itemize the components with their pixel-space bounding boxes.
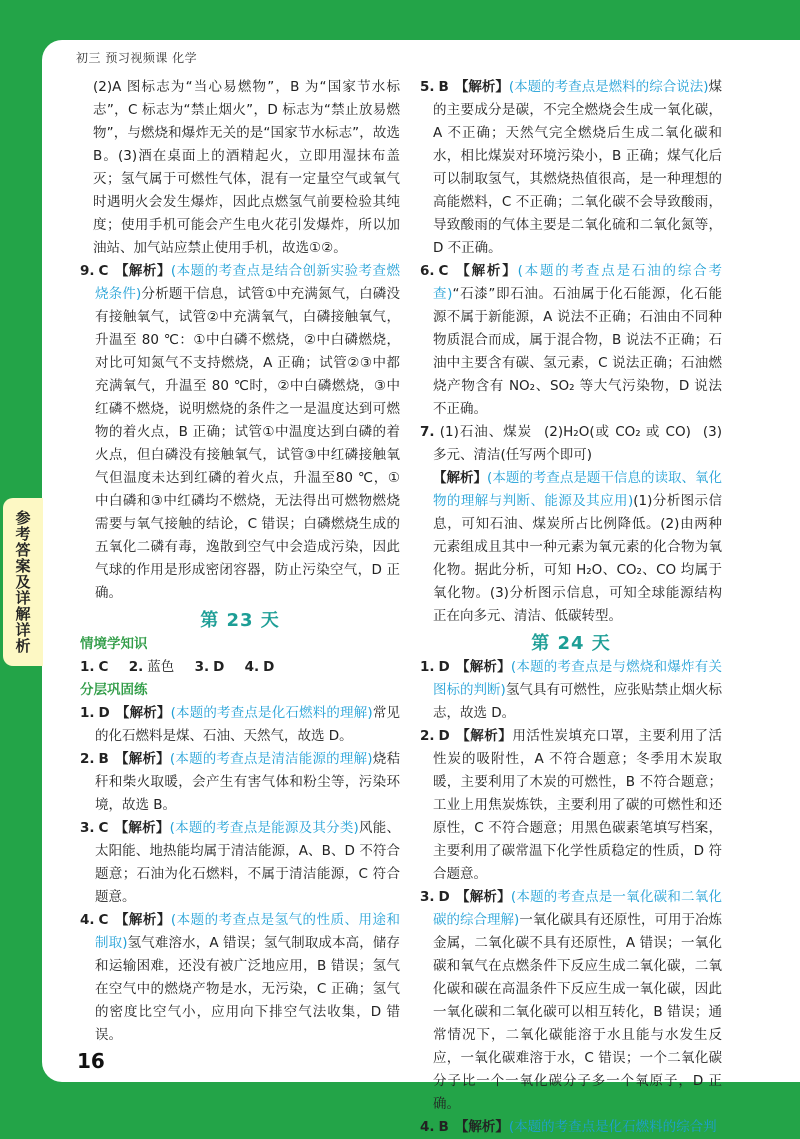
item-7-analysis [420, 467, 722, 628]
item-number: 5. [420, 79, 435, 95]
analysis-label: 【解析】 [433, 470, 488, 486]
item-answer: D [438, 889, 450, 905]
item-number: 3. [80, 820, 95, 836]
item-number: 9. [80, 263, 95, 279]
item-answer: D [438, 659, 450, 675]
quick-answer [129, 659, 175, 675]
answer-part: (1)石油、煤炭 [439, 424, 533, 440]
answer-part: (2)H₂O(或 CO₂ 或 CO) [544, 424, 691, 440]
item-answer: C [98, 912, 109, 928]
answer-item [80, 748, 400, 817]
analysis-body: 风能、太阳能、地热能均属于清洁能源，A、B、D 不符合题意；石油为化石燃料，不属于清洁能源，C 符合题意。 [95, 820, 400, 905]
analysis-body: 常见的化石燃料是煤、石油、天然气，故选 D。 [95, 705, 400, 744]
analysis-label: 【解析】 [114, 912, 171, 928]
analysis-label: 【解析】 [454, 263, 518, 279]
answer-item-5 [420, 76, 722, 260]
right-column [420, 76, 722, 1139]
answer-item [80, 817, 400, 909]
analysis-body: 分析题干信息，试管①中充满氮气，白磷没有接触氧气，试管②中充满氧气，白磷接触氧气，升温至 80 ℃：①中白磷不燃烧，②中白磷燃烧，对比可知氮气不支持燃烧，A 正确；试管②③中都充满氧气，升温至 80 ℃时，②中白磷燃烧，③中红磷不燃烧，说明燃烧的条件之一是温度达到可燃物的着火点，B 正确；试管①中温度达到白磷的着火点，但白磷没有接触氧气，试管③中红磷接触氧气但温度未达到红磷的着火点，升温至80 ℃，①中白磷和③中红磷均不燃烧，无法得出可燃物燃烧需要与氧气接触的结论，C 错误；白磷燃烧生成的五氧化二磷有毒，逸散到空气中会造成污染，因此气球的作用是形成密闭容器，防止污染空气，D 正确。 [95, 286, 400, 601]
item-answer: B [98, 751, 109, 767]
answer-item [80, 909, 400, 1047]
analysis-body: “石漆”即石油。石油属于化石能源，化石能源不属于新能源，A 说法不正确；石油由不同种物质混合而成，属于混合物，B 说法不正确；石油中主要含有碳、氢元素，C 说法正确；石油燃烧产物含有 NO₂、SO₂ 等大气污染物，D 说法不正确。 [433, 286, 722, 417]
analysis-body: 烧秸秆和柴火取暖，会产生有害气体和粉尘等，污染环境，故选 B。 [95, 751, 400, 813]
item-answer: C [438, 263, 449, 279]
answer-item [80, 702, 400, 748]
analysis-label: 【解析】 [114, 820, 170, 836]
answer-item [420, 886, 722, 1116]
page-number: 16 [77, 1049, 105, 1073]
item-number: 6. [420, 263, 435, 279]
analysis-note: (本题的考查点是氢气的性质、用途和制取) [95, 912, 400, 951]
day-23-title: 第 23 天 [200, 610, 280, 631]
answer-item [420, 656, 722, 725]
answer-item-6 [420, 260, 722, 421]
quick-answer-value: D [213, 659, 225, 675]
quick-answer-value: C [98, 659, 109, 675]
analysis-label: 【解析】 [454, 79, 509, 95]
quick-answer-number: 2. [128, 659, 144, 675]
analysis-label: 【解析】 [455, 889, 511, 905]
item-number: 3. [420, 889, 435, 905]
analysis-note: (本题的考查点是化石燃料的理解) [170, 705, 373, 721]
analysis-note: (本题的考查点是一氧化碳和二氧化碳的综合理解) [433, 889, 722, 928]
item-answer: C [98, 820, 109, 836]
analysis-note: (本题的考查点是能源及其分类) [169, 820, 359, 836]
analysis-label: 【解析】 [454, 1119, 509, 1135]
item-number: 1. [80, 705, 95, 721]
item-number: 4. [80, 912, 95, 928]
analysis-note: (本题的考查点是与燃烧和爆炸有关图标的判断) [433, 659, 722, 698]
answer-item [420, 1116, 722, 1139]
quick-answer-number: 1. [80, 659, 95, 675]
analysis-body: (1)分析图示信息，可知石油、煤炭所占比例降低。(2)由两种元素组成且其中一种元素为氧元素的化合物为氧化物。据此分析，可知 H₂O、CO₂、CO 均属于氧化物。(3)分析图示信息，可知全球能源结构正在向多元、清洁、低碳转型。 [433, 493, 722, 624]
analysis-label: 【解析】 [114, 263, 171, 279]
analysis-note: (本题的考查点是化石燃料的综合判 [508, 1119, 717, 1135]
item-number: 4. [420, 1119, 435, 1135]
quick-answer-number: 3. [194, 659, 210, 675]
page-header: 初三 预习视频课 化学 [76, 51, 198, 65]
analysis-note: (本题的考查点是石油的综合考查) [433, 263, 722, 302]
answer-part: (3)多元、清洁(任写两个即可) [433, 424, 722, 463]
analysis-note: (本题的考查点是题干信息的读取、氧化物的理解与判断、能源及其应用) [433, 470, 722, 509]
analysis-note: (本题的考查点是结合创新实验考查燃烧条件) [95, 263, 400, 302]
item-number: 1. [420, 659, 435, 675]
day-24-title: 第 24 天 [531, 633, 611, 654]
side-tab [3, 498, 43, 666]
continuation-paragraph: (2)A 图标志为“当心易燃物”，B 为“国家节水标志”，C 标志为“禁止烟火”，D 标志为“禁止放易燃物”，与燃烧和爆炸无关的是“国家节水标志”，故选 B。(3)酒在桌面上的酒精起火，立即用湿抹布盖灭；氢气属于可燃性气体，混有一定量空气或氧气时遇明火会发生爆炸，因此点燃氢气前要检验其纯度；使用手机可能会产生电火花引发爆炸，所以加油站、加气站应禁止使用手机，故选①②。 [93, 79, 400, 256]
analysis-note: (本题的考查点是清洁能源的理解) [169, 751, 373, 767]
quick-answer [195, 659, 225, 675]
item-number: 2. [80, 751, 95, 767]
item-answer: C [98, 263, 109, 279]
analysis-body: 用活性炭填充口罩，主要利用了活性炭的吸附性，A 不符合题意；冬季用木炭取暖，主要利用了木炭的可燃性，B 不符合题意；工业上用焦炭炼铁，主要利用了碳的可燃性和还原性，C 不符合题意；用黑色碳素笔填写档案，主要利用了碳常温下化学性质稳定的性质，D 符合题意。 [433, 728, 723, 882]
quick-answer [80, 659, 108, 675]
analysis-label: 【解析】 [114, 751, 170, 767]
answer-item [420, 725, 722, 886]
quick-answer-value: D [263, 659, 275, 675]
item-answer: D [438, 728, 450, 744]
side-tab-label: 参考答案及详解详析 [13, 510, 32, 654]
item-number: 2. [420, 728, 435, 744]
item-answer: B [438, 1119, 449, 1135]
analysis-body: 氢气具有可燃性，应张贴禁止烟火标志，故选 D。 [433, 682, 722, 721]
quick-answer-number: 4. [244, 659, 260, 675]
analysis-label: 【解析】 [455, 728, 513, 744]
situation-section-title: 情境学知识 [80, 636, 148, 652]
quick-answer-value: 蓝色 [147, 659, 175, 675]
analysis-label: 【解析】 [115, 705, 171, 721]
analysis-body: 煤的主要成分是碳，不完全燃烧会生成一氧化碳，A 不正确；天然气完全燃烧后生成二氧化碳和水，相比煤炭对环境污染小，B 正确；煤气化后可以制取氢气，其燃烧热值很高，是一种理想的高能燃料，C 不正确；二氧化碳不会导致酸雨，导致酸雨的气体主要是二氧化硫和二氧化氮等，D 不正确。 [433, 79, 722, 256]
analysis-label: 【解析】 [455, 659, 511, 675]
left-column [80, 76, 400, 1047]
analysis-body: 一氧化碳具有还原性，可用于冶炼金属，二氧化碳不具有还原性，A 错误；一氧化碳和氧气在点燃条件下反应生成二氧化碳，二氧化碳和碳在高温条件下反应生成一氧化碳，因此一氧化碳和二氧化碳可以相互转化，B 错误；通常情况下，二氧化碳能溶于水且能与水发生反应，一氧化碳难溶于水，C 错误；一个二氧化碳分子比一个一氧化碳分子多一个氧原子，D 正确。 [433, 912, 722, 1112]
practice-section-title: 分层巩固练 [80, 682, 148, 698]
quick-answer [245, 659, 275, 675]
answer-item-7 [420, 421, 722, 467]
item-answer: B [438, 79, 449, 95]
analysis-note: (本题的考查点是燃料的综合说法) [508, 79, 709, 95]
analysis-body: 氢气难溶水，A 错误；氢气制取成本高，储存和运输困难，还没有被广泛地应用，B 错误；氢气在空气中的燃烧产物是水，无污染，C 正确；氢气的密度比空气小，应用向下排空气法收集，D 错误。 [95, 935, 400, 1043]
item-answer: D [98, 705, 110, 721]
answer-item-9 [80, 260, 400, 605]
item-number: 7. [420, 424, 435, 440]
quick-answers [80, 656, 400, 679]
